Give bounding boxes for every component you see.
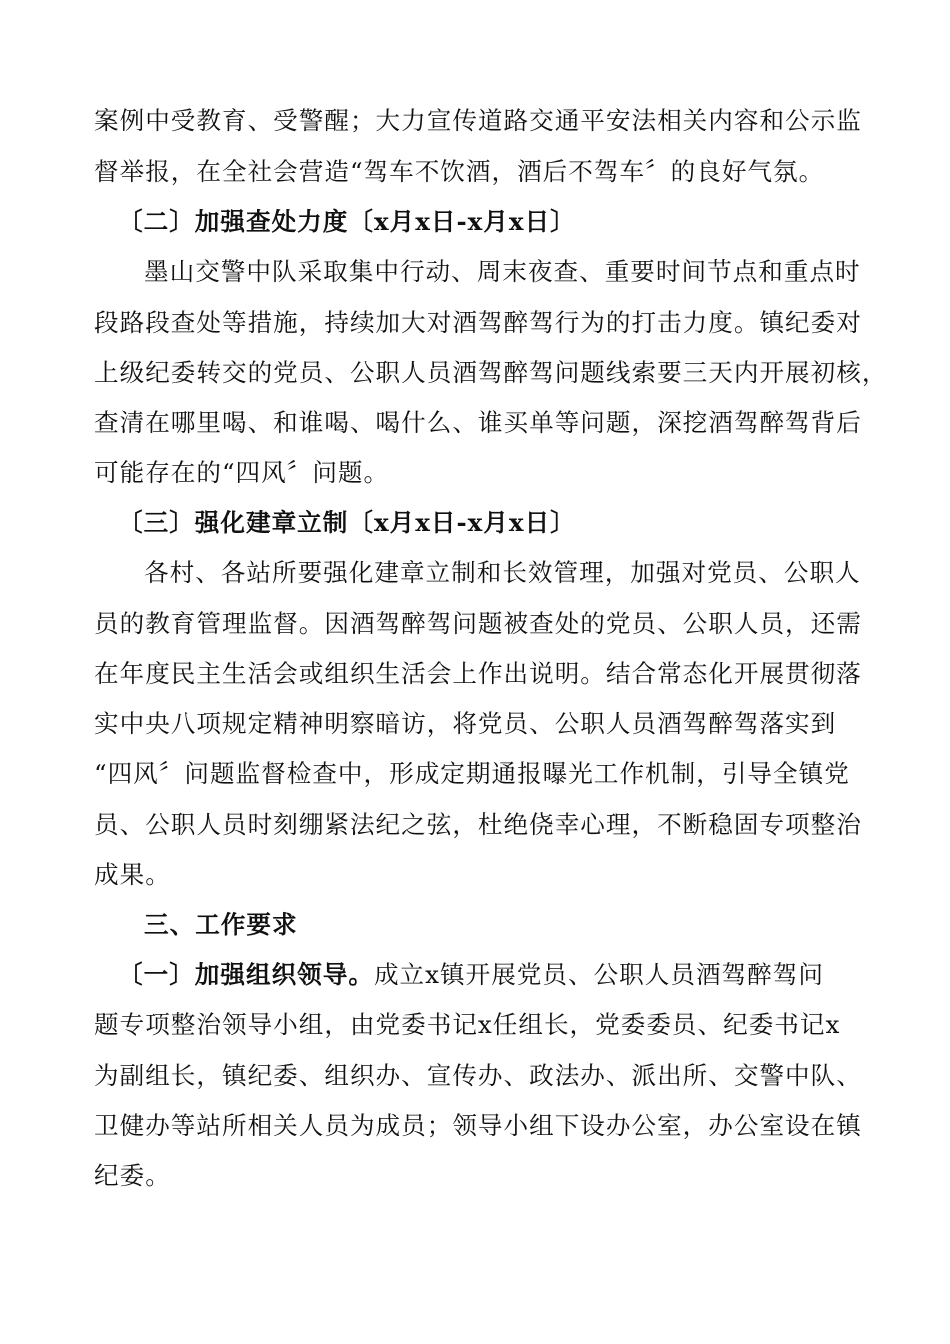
text-line: 为副组长，镇纪委、组织办、宣传办、政法办、派出所、交警中队、: [94, 1061, 862, 1090]
text-line: [118, 958, 824, 992]
text-line: 在年度民主生活会或组织生活会上作出说明。结合常态化开展贯彻落: [94, 659, 862, 688]
text-line: 查清在哪里喝、和谁喝、喝什么、谁买单等问题，深挖酒驾醉驾背后: [94, 408, 862, 437]
text-line: 上级纪委转交的党员、公职人员酒驾醉驾问题线索要三天内开展初核，: [94, 358, 888, 387]
lead-in-organizational-leadership: 〔一〕加强组织领导。: [118, 960, 374, 989]
subheading-strengthen-institutions: 〔三〕强化建章立制〔x月x日-x月x日〕: [118, 508, 576, 537]
text-line: 题专项整治领导小组，由党委书记x任组长，党委委员、纪委书记x: [94, 1010, 841, 1039]
text-line: 成果。: [94, 860, 171, 889]
text-line: 墨山交警中队采取集中行动、周末夜查、重要时间节点和重点时: [144, 257, 861, 286]
text-line: 段路段查处等措施，持续加大对酒驾醉驾行为的打击力度。镇纪委对: [94, 308, 862, 337]
text-line: 各村、各站所要强化建章立制和长效管理，加强对党员、公职人: [144, 558, 861, 587]
text-line: 员的教育管理监督。因酒驾醉驾问题被查处的党员、公职人员，还需: [94, 609, 862, 638]
text-fragment: 成立x镇开展党员、公职人员酒驾醉驾问: [373, 960, 824, 989]
text-line: 督举报，在全社会营造“驾车不饮酒，酒后不驾车〞的良好气氛。: [94, 157, 825, 186]
text-line: 纪委。: [94, 1161, 171, 1190]
subheading-strengthen-enforcement: 〔二〕加强查处力度〔x月x日-x月x日〕: [118, 207, 576, 236]
text-line: “四风〞问题监督检查中，形成定期通报曝光工作机制，引导全镇党: [94, 759, 850, 788]
text-line: 卫健办等站所相关人员为成员；领导小组下设办公室，办公室设在镇: [94, 1111, 862, 1140]
section-heading-work-requirements: 三、工作要求: [144, 910, 298, 939]
text-line: 实中央八项规定精神明察暗访，将党员、公职人员酒驾醉驾落实到: [94, 709, 837, 738]
text-line: 员、公职人员时刻绷紧法纪之弦，杜绝侥幸心理，不断稳固专项整治: [94, 810, 862, 839]
text-line: 案例中受教育、受警醒；大力宣传道路交通平安法相关内容和公示监: [94, 106, 862, 135]
text-line: 可能存在的“四风〞问题。: [94, 458, 390, 487]
